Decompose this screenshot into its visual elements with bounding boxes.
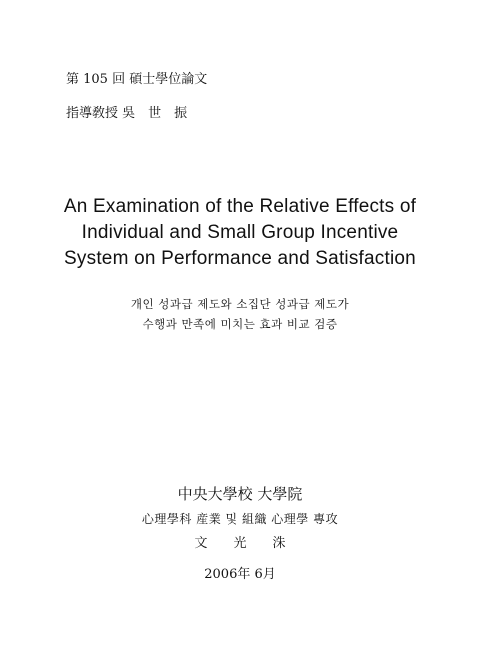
department: 心理學科 産業 및 組織 心理學 專攻 (141, 512, 339, 526)
university: 中央大學校 大學院 (177, 485, 303, 503)
english-title-line-1: An Examination of the Relative Effects of (63, 196, 417, 217)
korean-title-line-1: 개인 성과급 제도와 소집단 성과급 제도가 (130, 297, 350, 311)
advisor: 指導敎授 吳 世 振 (66, 106, 188, 121)
english-title-line-2: Individual and Small Group Incentive (81, 222, 399, 243)
english-title-line-3: System on Performance and Satisfaction (64, 248, 416, 269)
thesis-number: 第 105 回 碩士學位論文 (66, 72, 208, 87)
author: 文 光 洙 (194, 536, 286, 551)
korean-title-line-2: 수행과 만족에 미치는 효과 비교 검증 (142, 317, 338, 331)
date: 2006年 6月 (204, 567, 276, 582)
